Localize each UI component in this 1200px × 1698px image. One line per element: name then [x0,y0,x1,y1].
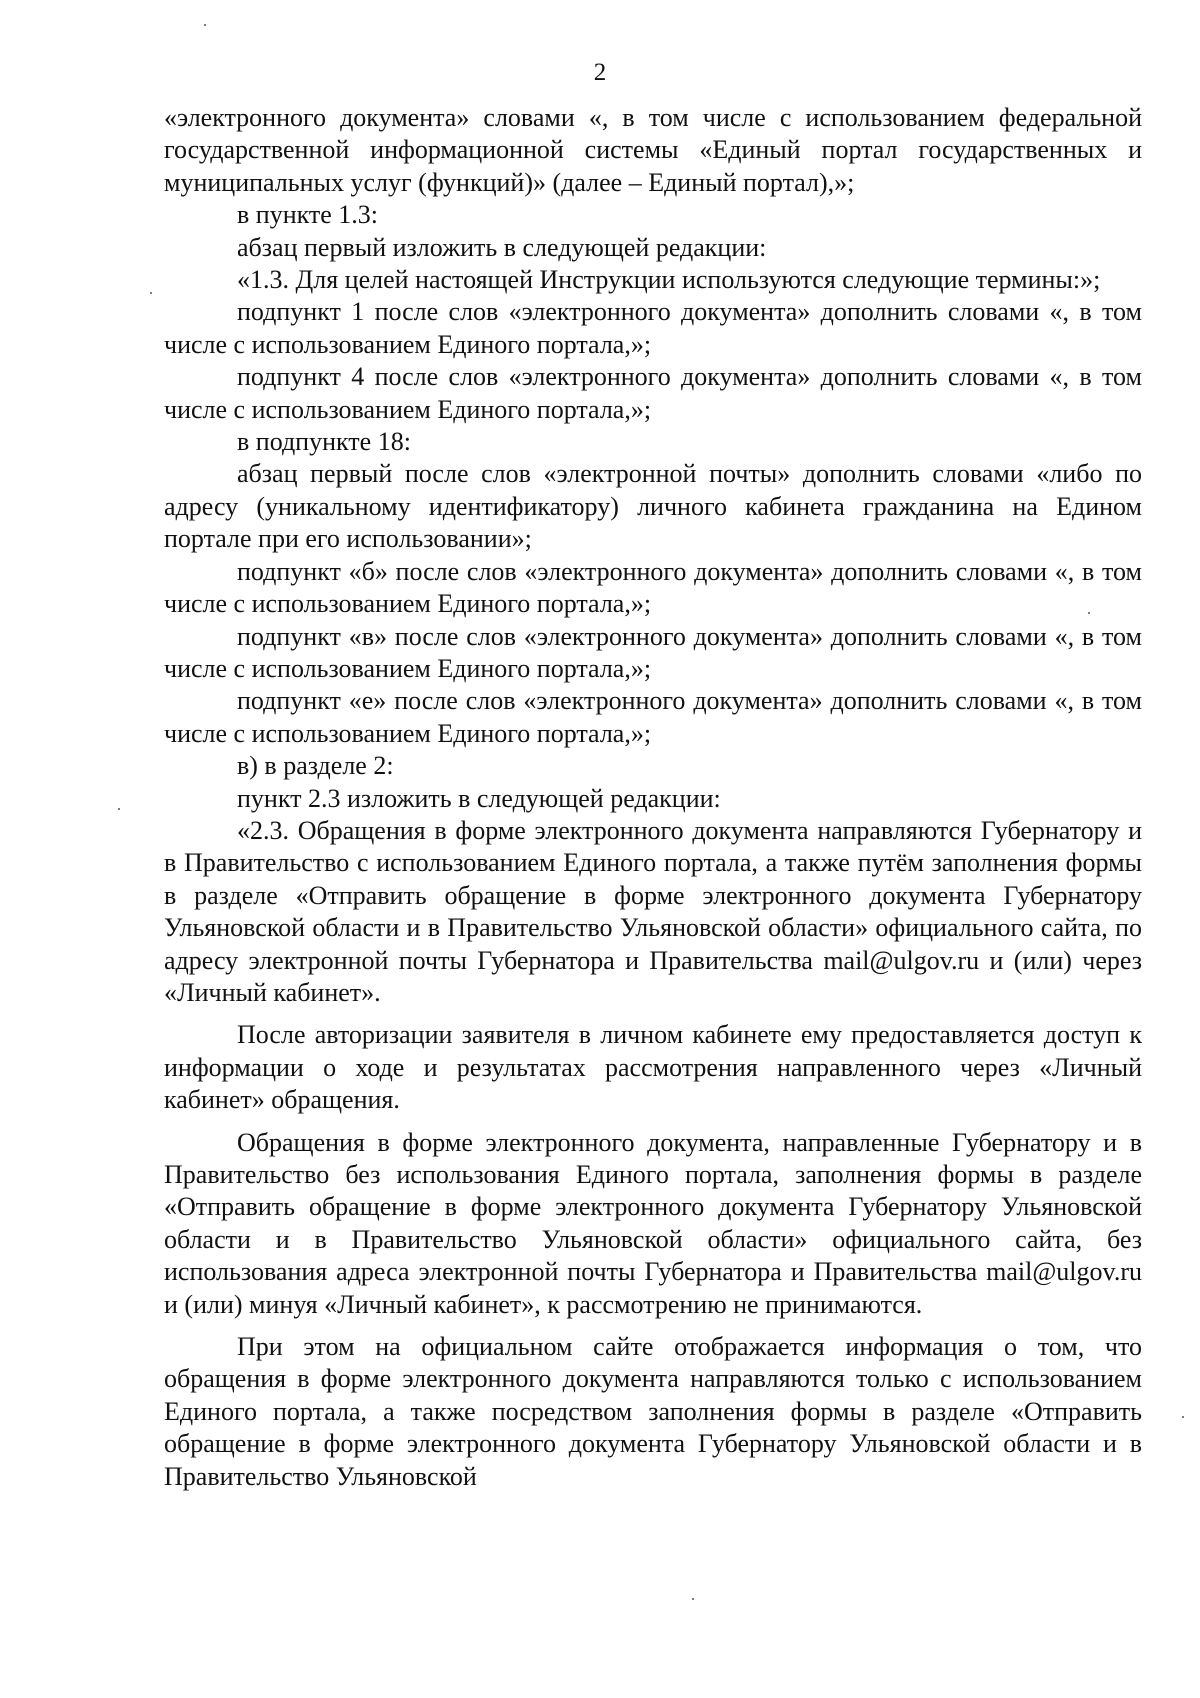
scan-speck [692,1598,694,1600]
paragraph: «2.3. Обращения в форме электронного документа направляются Губернатору и в Правительство с использованием Единого портала, а также путём заполнения формы в разделе «Отправить обращение в форме электронного документа Губернатору Ульяновской области и в Правительство Ульяновской области» официального сайта, по адресу электронной почты Губернатора и Правительства mail@ulgov.ru и (или) через «Личный кабинет». [164,815,1142,1007]
paragraph: При этом на официальном сайте отображается информация о том, что обращения в форме электронного документа направляются только с использованием Единого портала, а также посредством заполнения формы в разделе «Отправить обращение в форме электронного документа Губернатору Ульяновской области и в Правительство Ульяновской [164,1332,1142,1491]
paragraph: подпункт «б» после слов «электронного документа» дополнить словами «, в том числе с использованием Единого портала,»; [164,556,1142,619]
scan-speck [150,292,152,294]
paragraph: в пункте 1.3: [237,200,379,230]
page-number: 2 [593,59,607,86]
scan-speck [204,24,206,26]
paragraph: в) в разделе 2: [237,751,394,781]
scan-speck [118,808,120,810]
scan-speck [1088,612,1090,614]
paragraph: подпункт «е» после слов «электронного документа» дополнить словами «, в том числе с использованием Единого портала,»; [164,686,1142,748]
paragraph: абзац первый изложить в следующей редакции: [237,232,767,262]
paragraph: После авторизации заявителя в личном кабинете ему предоставляется доступ к информации о ходе и результатах рассмотрения направленного через «Личный кабинет» обращения. [164,1020,1142,1115]
paragraph: абзац первый после слов «электронной почты» дополнить словами «либо по адресу (уникальному идентификатору) личного кабинета гражданина на Едином портале при его использовании»; [164,459,1142,554]
paragraph: подпункт 1 после слов «электронного документа» дополнить словами «, в том числе с использованием Единого портала,»; [164,297,1142,359]
paragraph: подпункт 4 после слов «электронного документа» дополнить словами «, в том числе с использованием Единого портала,»; [164,362,1142,424]
paragraph: пункт 2.3 изложить в следующей редакции: [237,783,721,813]
document-body [164,102,1142,1493]
paragraph: в подпункте 18: [237,427,411,457]
paragraph: «1.3. Для целей настоящей Инструкции используются следующие термины:»; [237,265,1101,295]
paragraph: «электронного документа» словами «, в том числе с использованием федеральной государственной информационной системы «Единый портал государственных и муниципальных услуг (функций)» (далее – Единый портал),»; [164,103,1142,197]
scan-speck [1182,1416,1184,1418]
paragraph: Обращения в форме электронного документа, направленные Губернатору и в Правительство без использования Единого портала, заполнения формы в разделе «Отправить обращение в форме электронного документа Губернатору Ульяновской области и в Правительство Ульяновской области» официального сайта, без использования адреса электронной почты Губернатора и Правительства mail@ulgov.ru и (или) минуя «Личный кабинет», к рассмотрению не принимаются. [164,1127,1142,1319]
paragraph: подпункт «в» после слов «электронного документа» дополнить словами «, в том числе с использованием Единого портала,»; [164,621,1142,683]
